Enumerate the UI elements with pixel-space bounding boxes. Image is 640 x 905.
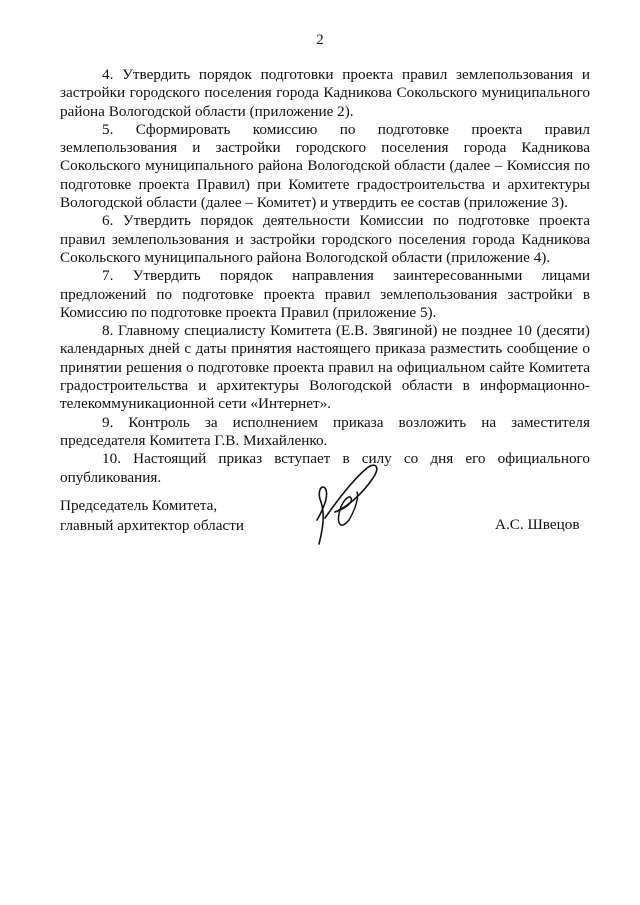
signatory-title: [60, 496, 244, 536]
signer-name: А.С. Швецов: [495, 516, 580, 533]
document-body: [60, 66, 590, 487]
page-number: 2: [316, 32, 324, 48]
paragraph-item-5: 5. Сформировать комиссию по подготовке проекта правил землепользования и застройки городского поселения города Кадникова Сокольского муниципального района Вологодской области (далее – Комиссия по подготовке проекта Правил) при Комитете градостроительства и архитектуры Вологодской области (далее – Комитет) и утвердить ее состав (приложение 3).: [60, 120, 590, 212]
paragraph-item-9: 9. Контроль за исполнением приказа возложить на заместителя председателя Комитета Г.В. Михайленко.: [60, 413, 590, 449]
paragraph-item-6: 6. Утвердить порядок деятельности Комиссии по подготовке проекта правил землепользования и застройки городского поселения города Кадникова Сокольского муниципального района Вологодской области (приложение 4).: [60, 212, 590, 266]
paragraph-item-10: 10. Настоящий приказ вступает в силу со дня его официального опубликования.: [60, 450, 590, 486]
signatory-title-line1: Председатель Комитета,: [60, 497, 218, 514]
paragraph-item-4: 4. Утвердить порядок подготовки проекта правил землепользования и застройки городского поселения города Кадникова Сокольского муниципального района Вологодской области (приложение 2).: [60, 66, 590, 120]
handwritten-signature: [295, 458, 405, 553]
signatory-title-line2: главный архитектор области: [60, 517, 245, 534]
paragraph-item-7: 7. Утвердить порядок направления заинтересованными лицами предложений по подготовке проекта правил землепользования застройки в Комиссию по подготовке проекта Правил (приложение 5).: [60, 267, 590, 321]
paragraph-item-8: 8. Главному специалисту Комитета (Е.В. Звягиной) не позднее 10 (десяти) календарных дней с даты принятия настоящего приказа разместить сообщение о принятии решения о подготовке проекта правил на официальном сайте Комитета градостроительства и архитектуры Вологодской области в информационно-телекоммуникационной сети «Интернет».: [60, 322, 590, 413]
